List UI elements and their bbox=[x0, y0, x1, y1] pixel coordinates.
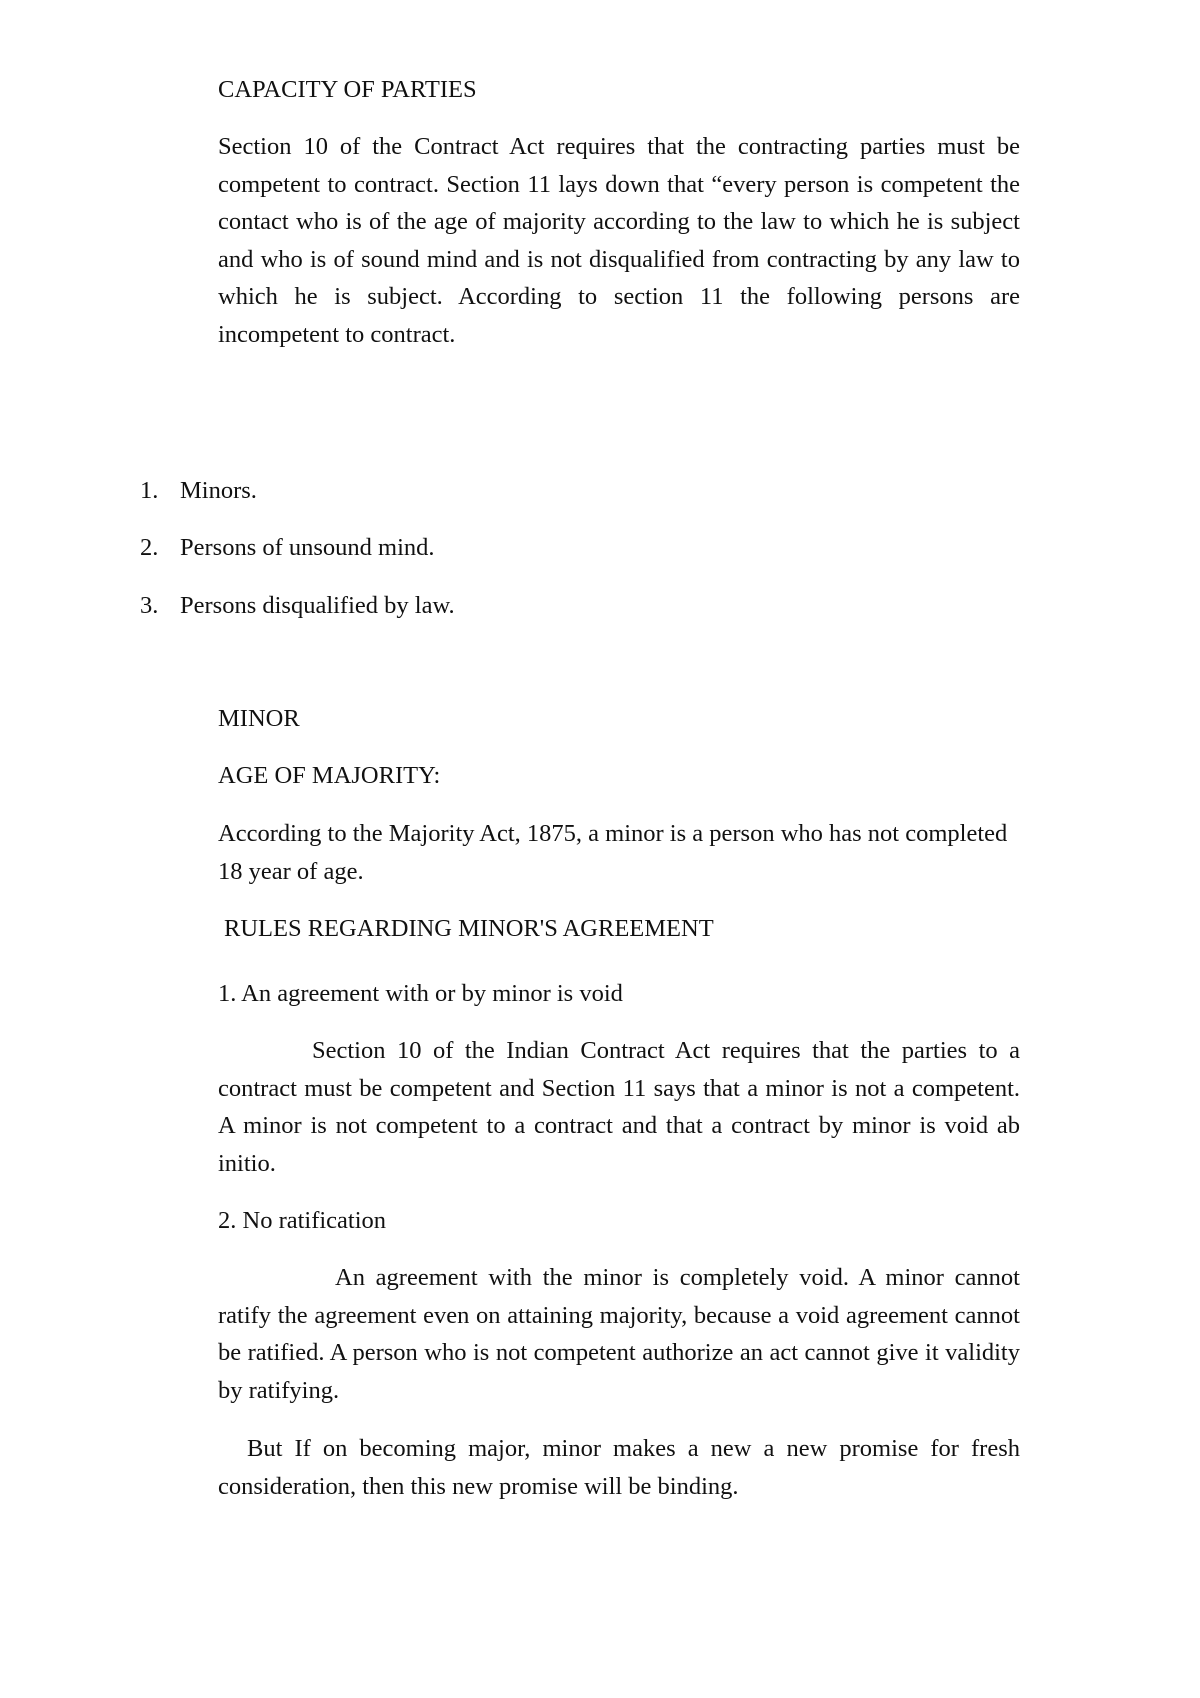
rule-2-paragraph: An agreement with the minor is completely void. A minor cannot ratify the agreement even on attaining majority, because a void agreement cannot be ratified. A person who is not competent authorize an act cannot give it validity by ratifying. bbox=[218, 1264, 1020, 1404]
rule-1-paragraph: Section 10 of the Indian Contract Act requires that the parties to a contract must be competent and Section 11 says that a minor is not a competent. A minor is not competent to a contract and that a contract by minor is void ab initio. bbox=[218, 1037, 1020, 1177]
list-number: 1. bbox=[140, 477, 159, 504]
list-text: Minors. bbox=[180, 477, 257, 504]
paragraph-age: According to the Majority Act, 1875, a minor is a person who has not completed 18 year of age. bbox=[218, 820, 1008, 885]
list-text: Persons disqualified by law. bbox=[180, 592, 455, 619]
list-item-unsound-mind bbox=[140, 529, 435, 566]
heading-capacity-of-parties: CAPACITY OF PARTIES bbox=[218, 76, 477, 103]
heading-minor: MINOR bbox=[218, 705, 300, 732]
list-number: 3. bbox=[140, 592, 159, 619]
rule-2-paragraph-2: But If on becoming major, minor makes a new a new promise for fresh consideration, then this new promise will be binding. bbox=[218, 1435, 1020, 1500]
list-number: 2. bbox=[140, 534, 159, 561]
paragraph-capacity: Section 10 of the Contract Act requires that the contracting parties must be competent to contract. Section 11 lays down that “every person is competent the contact who is of the age of majority according to the law to which he is subject and who is of sound mind and is not disqualified from contracting by any law to which he is subject. According to section 11 the following persons are incompetent to contract. bbox=[218, 133, 1020, 348]
heading-age-of-majority: AGE OF MAJORITY: bbox=[218, 762, 441, 789]
rule-1-title: 1. An agreement with or by minor is void bbox=[218, 980, 623, 1007]
list-text: Persons of unsound mind. bbox=[180, 534, 435, 561]
list-item-disqualified bbox=[140, 587, 455, 624]
rule-2-title: 2. No ratification bbox=[218, 1207, 387, 1234]
list-item-minors bbox=[140, 472, 257, 509]
heading-rules: RULES REGARDING MINOR'S AGREEMENT bbox=[224, 915, 714, 942]
